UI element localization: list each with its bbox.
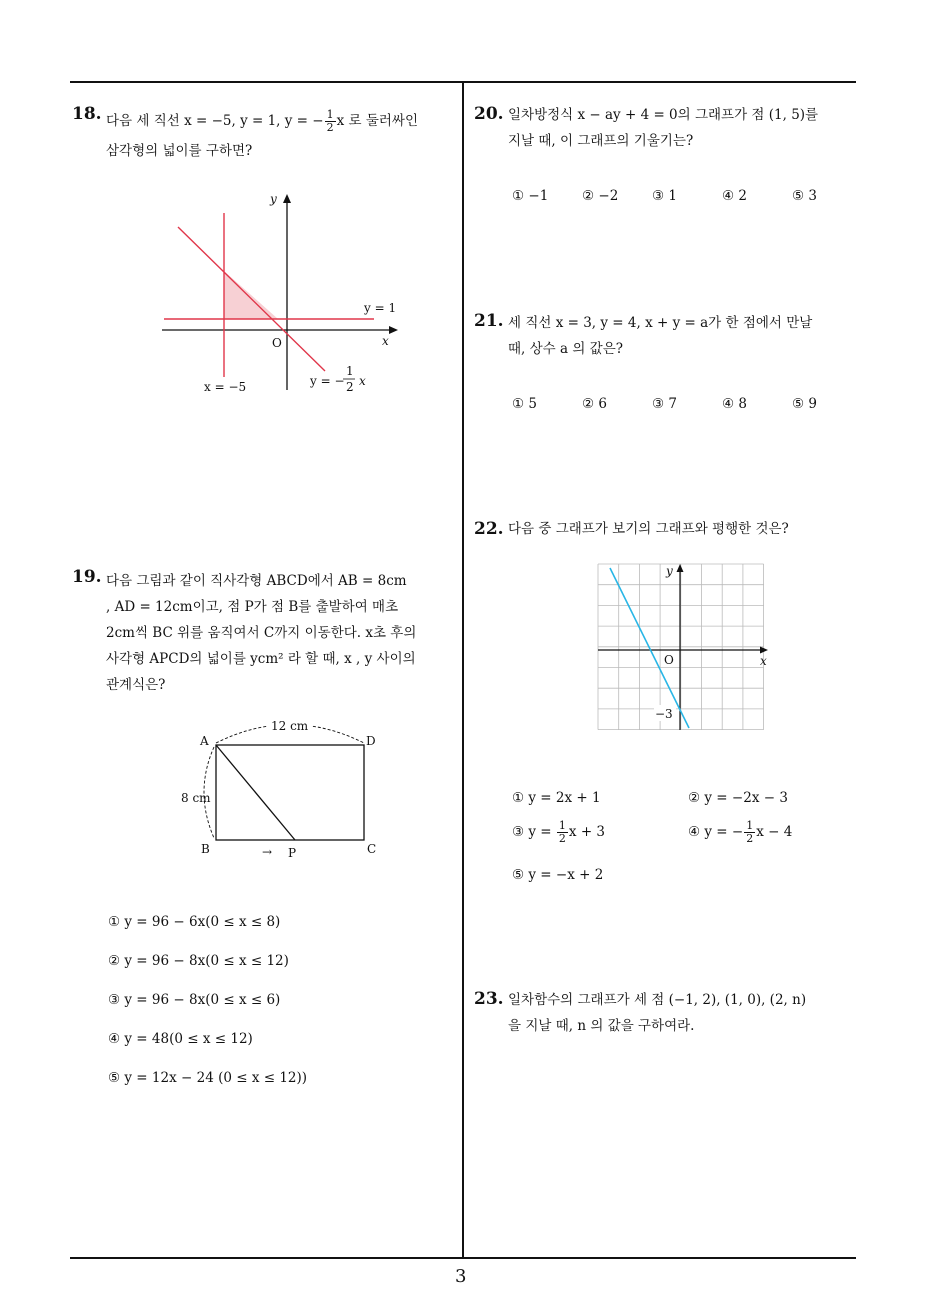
- q19-top-length: 12 cm: [271, 719, 309, 733]
- q19-label-P: P: [288, 846, 297, 860]
- bottom-rule: [70, 1257, 856, 1259]
- q18-line1-a: 다음 세 직선 x = −5, y = 1, y = −: [106, 113, 324, 129]
- q21-choice-3[interactable]: ③ 7: [652, 396, 677, 412]
- q19-arrow: →: [262, 845, 273, 859]
- q19-rectangle: [216, 745, 364, 840]
- q22-graph: [596, 562, 774, 734]
- q19-choice-4[interactable]: ④ y = 48(0 ≤ x ≤ 12): [108, 1031, 253, 1047]
- q22-c4-num: 1: [746, 819, 754, 832]
- q19-label-D: D: [366, 734, 376, 748]
- q20-choice-4[interactable]: ④ 2: [722, 188, 747, 204]
- page-number: 3: [455, 1266, 467, 1287]
- q21-choice-1[interactable]: ① 5: [512, 396, 537, 412]
- column-divider: [462, 82, 464, 1258]
- q19-line3: 2cm씩 BC 위를 움직여서 C까지 이동한다. x초 후의: [106, 625, 417, 641]
- q22-choice-4-b: x − 4: [756, 824, 793, 840]
- q22-choice-1[interactable]: ① y = 2x + 1: [512, 790, 601, 806]
- q22-choice-4[interactable]: [688, 820, 792, 845]
- q18-y1-label: y = 1: [364, 301, 397, 315]
- q18-line1-b: x 로 둘러싸인: [336, 113, 419, 129]
- q22-choice-2[interactable]: ② y = −2x − 3: [688, 790, 788, 806]
- q19-choice-5[interactable]: ⑤ y = 12x − 24 (0 ≤ x ≤ 12)): [108, 1070, 308, 1086]
- q23-number: 23.: [474, 989, 504, 1009]
- q18-number: 18.: [72, 104, 102, 124]
- q22-c4-den: 2: [746, 832, 754, 845]
- q22-choice-3-frac: [557, 820, 568, 845]
- q22-intercept-label: −3: [655, 707, 673, 721]
- q18-frac-num: 1: [326, 108, 334, 121]
- q20-choice-5[interactable]: ⑤ 3: [792, 188, 817, 204]
- q22-choice-4-frac: [744, 820, 755, 845]
- q19-figure: [170, 712, 400, 867]
- q20-line1: 일차방정식 x − ay + 4 = 0의 그래프가 점 (1, 5)를: [508, 107, 819, 123]
- q22-c3-den: 2: [558, 832, 566, 845]
- q18-half-label-num: 1: [346, 364, 354, 378]
- q19-text: [106, 568, 416, 698]
- q22-blue-line: [610, 568, 689, 728]
- q21-choice-4[interactable]: ④ 8: [722, 396, 747, 412]
- q19-choice-3[interactable]: ③ y = 96 − 8x(0 ≤ x ≤ 6): [108, 992, 281, 1008]
- q18-shaded-triangle: [224, 271, 278, 319]
- q19-label-B: B: [201, 842, 210, 856]
- q21-choice-5[interactable]: ⑤ 9: [792, 396, 817, 412]
- q18-half-label-b: x: [359, 374, 366, 388]
- q22-y-label: y: [666, 564, 673, 578]
- q20-choice-1[interactable]: ① −1: [512, 188, 549, 204]
- q19-choice-2[interactable]: ② y = 96 − 8x(0 ≤ x ≤ 12): [108, 953, 289, 969]
- q18-half-label-a: y = −: [310, 374, 345, 388]
- q22-choice-3-b: x + 3: [568, 824, 606, 840]
- q22-grid: [598, 564, 764, 730]
- q18-fraction: [325, 109, 336, 134]
- q18-line2: 삼각형의 넓이를 구하면?: [106, 143, 253, 159]
- q22-c3-num: 1: [558, 819, 566, 832]
- q22-choice-5[interactable]: ⑤ y = −x + 2: [512, 867, 604, 883]
- q18-xm5-label: x = −5: [204, 380, 247, 394]
- q18-line1: [106, 108, 418, 134]
- q18-origin-label: O: [272, 336, 282, 350]
- q21-number: 21.: [474, 311, 504, 331]
- q19-line2: , AD = 12cm이고, 점 P가 점 B를 출발하여 매초: [106, 599, 399, 615]
- q19-number: 19.: [72, 567, 102, 587]
- q22-choice-3-a: ③ y =: [512, 824, 556, 840]
- q19-line5: 관계식은?: [106, 677, 166, 693]
- q19-choice-1[interactable]: ① y = 96 − 6x(0 ≤ x ≤ 8): [108, 914, 281, 930]
- q21-line2: 때, 상수 a 의 값은?: [508, 341, 623, 357]
- q19-label-A: A: [200, 734, 209, 748]
- q20-choice-3[interactable]: ③ 1: [652, 188, 677, 204]
- q22-x-label: x: [760, 654, 767, 668]
- q18-x-arrow: [389, 326, 398, 334]
- q19-side-length: 8 cm: [181, 791, 211, 805]
- q21-text: [508, 310, 812, 362]
- q18-frac-den: 2: [326, 121, 334, 134]
- q22-text: [508, 516, 789, 542]
- q18-graph: [150, 185, 410, 400]
- q22-line1: 다음 중 그래프가 보기의 그래프와 평행한 것은?: [508, 521, 789, 537]
- q21-line1: 세 직선 x = 3, y = 4, x + y = a가 한 점에서 만날: [508, 315, 813, 331]
- q18-y-label: y: [270, 192, 277, 206]
- q22-origin-label: O: [664, 653, 674, 667]
- q20-number: 20.: [474, 104, 504, 124]
- q19-line4: 사각형 APCD의 넓이를 ycm² 라 할 때, x , y 사이의: [106, 651, 416, 667]
- q19-line1: 다음 그림과 같이 직사각형 ABCD에서 AB = 8cm: [106, 573, 407, 589]
- q18-text: [106, 108, 418, 164]
- q22-choice-3[interactable]: [512, 820, 605, 845]
- q19-label-C: C: [367, 842, 377, 856]
- q21-choice-2[interactable]: ② 6: [582, 396, 607, 412]
- q18-half-label-den: 2: [346, 380, 354, 394]
- q18-y-arrow: [283, 194, 291, 203]
- q23-text: [508, 987, 806, 1039]
- q20-choice-2[interactable]: ② −2: [582, 188, 619, 204]
- q22-number: 22.: [474, 519, 504, 539]
- q18-x-label: x: [382, 334, 389, 348]
- q22-y-arrow: [677, 564, 684, 572]
- q22-choice-4-a: ④ y = −: [688, 824, 744, 840]
- q20-line2: 지날 때, 이 그래프의 기울기는?: [508, 133, 694, 149]
- q23-line2: 을 지날 때, n 의 값을 구하여라.: [508, 1018, 695, 1034]
- q23-line1: 일차함수의 그래프가 세 점 (−1, 2), (1, 0), (2, n): [508, 992, 807, 1008]
- q20-text: [508, 102, 818, 154]
- q18-line-half: [178, 227, 325, 371]
- q19-segment-AP: [216, 745, 295, 840]
